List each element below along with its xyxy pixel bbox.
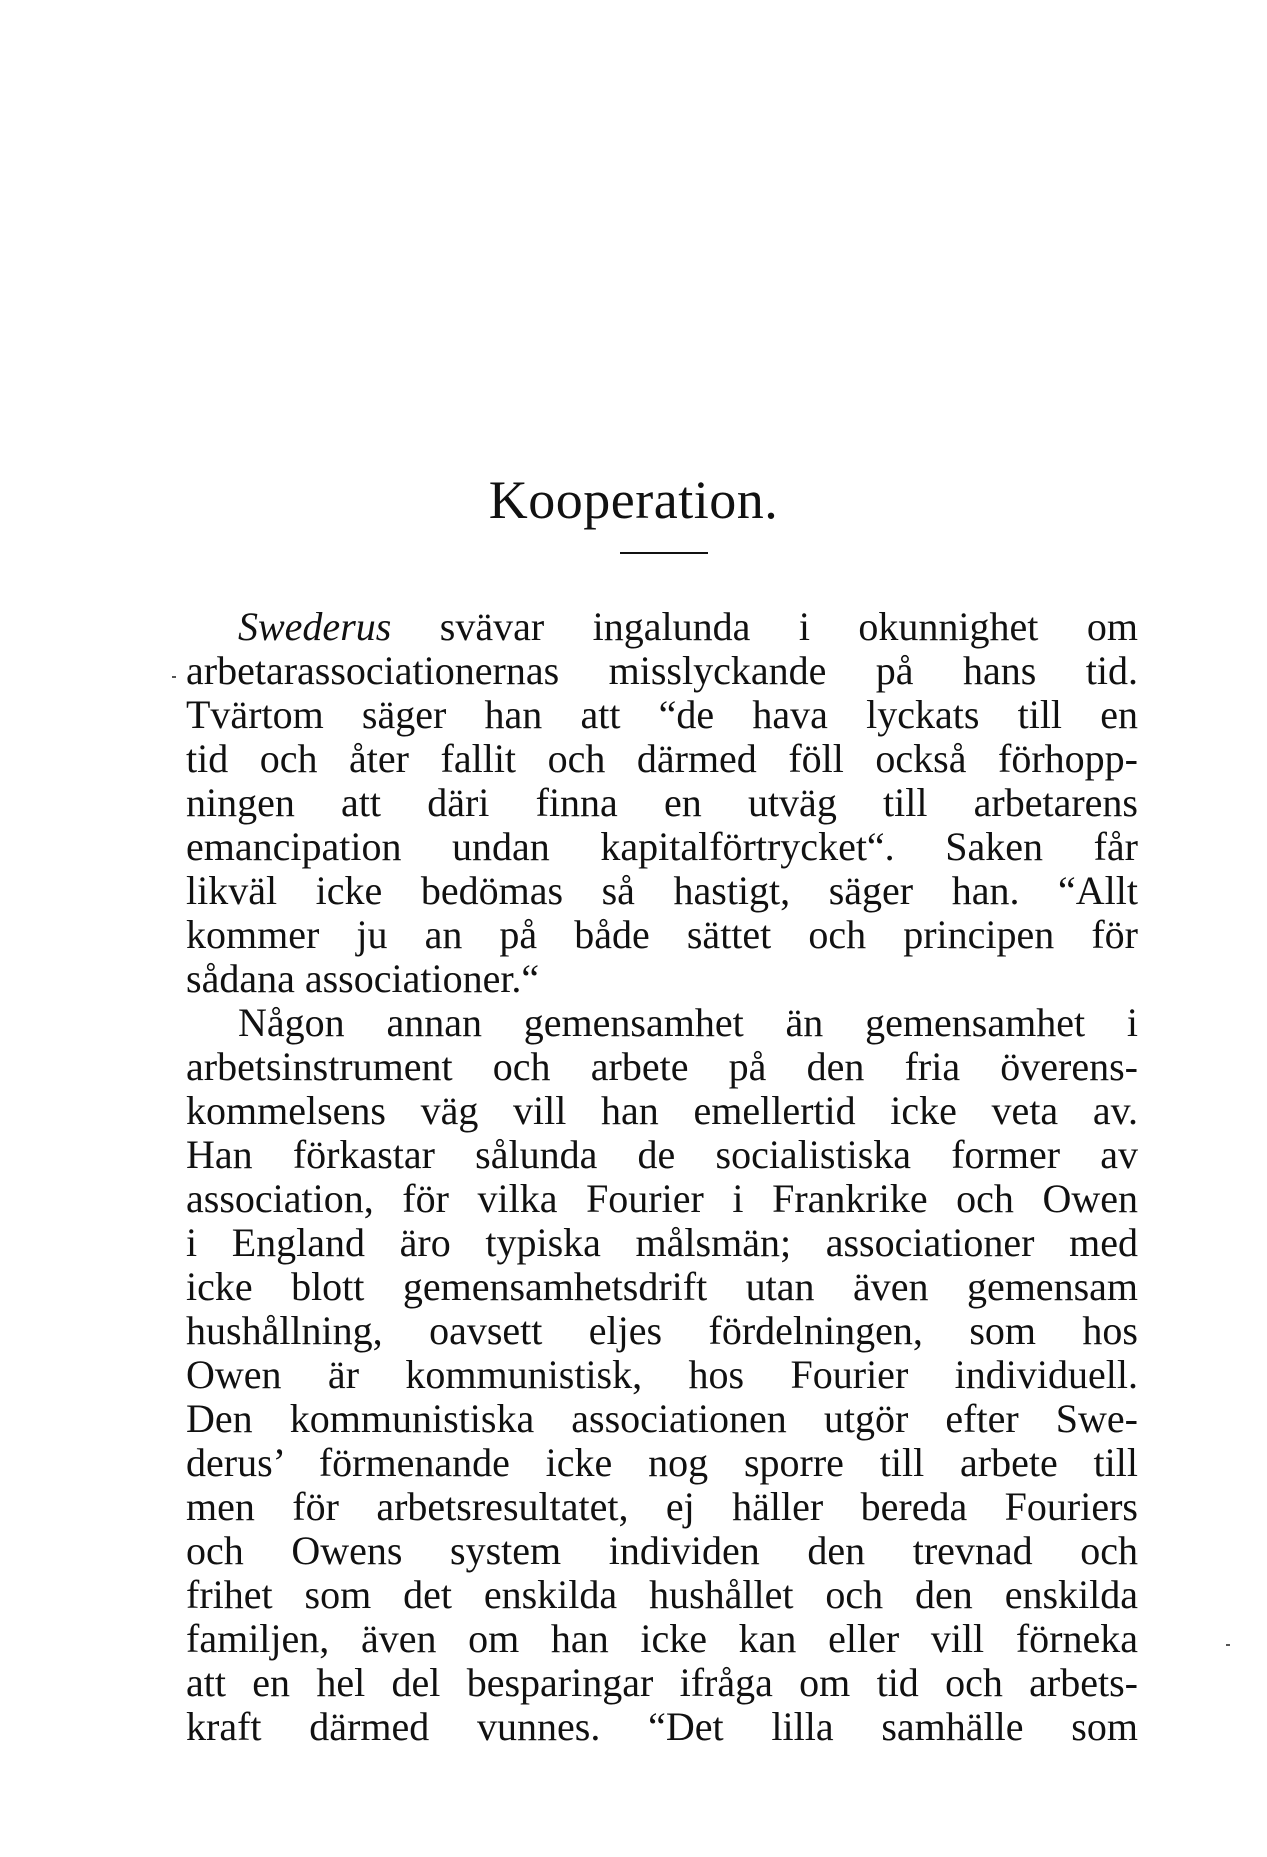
text-line: tid och åter fallit och därmed föll också förhopp-	[186, 737, 1138, 781]
text-line: Han förkastar sålunda de socialistiska former av	[186, 1133, 1138, 1177]
text-line: arbetarassociationernas misslyckande på hans tid.	[186, 649, 1138, 693]
text-line: Owen är kommunistisk, hos Fourier individuell.	[186, 1353, 1138, 1397]
text-segment: svävar ingalunda i okunnighet om	[439, 605, 1138, 649]
emphasized-name: Swederus	[238, 605, 392, 649]
text-line	[186, 605, 1138, 649]
text-line: hushållning, oavsett eljes fördelningen, som hos	[186, 1309, 1138, 1353]
text-line: frihet som det enskilda hushållet och den enskilda	[186, 1573, 1138, 1617]
text-line: att en hel del besparingar ifråga om tid och arbets-	[186, 1661, 1138, 1705]
text-line: Någon annan gemensamhet än gemensamhet i	[238, 1001, 1138, 1045]
text-line: och Owens system individen den trevnad och	[186, 1529, 1138, 1573]
scan-speck	[1226, 1644, 1230, 1646]
text-line: kommelsens väg vill han emellertid icke veta av.	[186, 1089, 1138, 1133]
text-line: icke blott gemensamhetsdrift utan även gemensam	[186, 1265, 1138, 1309]
text-line: association, för vilka Fourier i Frankrike och Owen	[186, 1177, 1138, 1221]
body-text	[186, 605, 1138, 1749]
text-line: sådana associationer.“	[186, 957, 540, 1001]
text-line: Tvärtom säger han att “de hava lyckats till en	[186, 693, 1138, 737]
text-line: emancipation undan kapitalförtrycket“. Saken får	[186, 825, 1138, 869]
text-line: men för arbetsresultatet, ej häller bereda Fouriers	[186, 1485, 1138, 1529]
text-line: kommer ju an på både sättet och principen för	[186, 913, 1138, 957]
text-line: likväl icke bedömas så hastigt, säger han. “Allt	[186, 869, 1138, 913]
scan-speck	[172, 676, 176, 678]
text-line: i England äro typiska målsmän; associationer med	[186, 1221, 1138, 1265]
text-line: ningen att däri finna en utväg till arbetarens	[186, 781, 1138, 825]
text-line: arbetsinstrument och arbete på den fria överens-	[186, 1045, 1138, 1089]
text-line: Den kommunistiska associationen utgör efter Swe-	[186, 1397, 1138, 1441]
text-line: familjen, även om han icke kan eller vill förneka	[186, 1617, 1138, 1661]
text-line: kraft därmed vunnes. “Det lilla samhälle som	[186, 1705, 1138, 1749]
title-rule	[620, 552, 708, 554]
text-line: derus’ förmenande icke nog sporre till arbete till	[186, 1441, 1138, 1485]
chapter-title: Kooperation.	[488, 470, 779, 530]
